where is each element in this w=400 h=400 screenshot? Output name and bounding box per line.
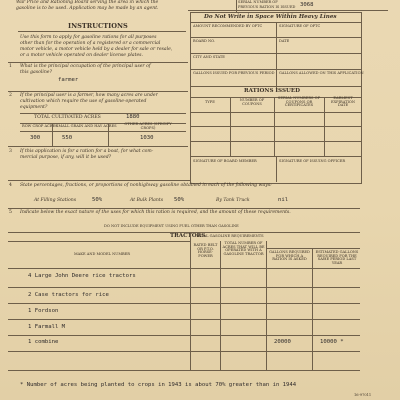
- q2-small-grain-value: 550: [62, 135, 73, 141]
- col-gallons-required: GALLONS REQUIRED FOR WHICH A RATION IS ASKED: [269, 250, 310, 262]
- table-row-name: 1 combine: [28, 339, 59, 345]
- q3-line-1: If this application is for a ration for a boat, for what com-: [20, 149, 154, 154]
- q4-text: State percentages, fractions, or proportions of nonhighway gasoline obtained in each of the following ways:: [20, 183, 272, 188]
- col-horsepower: RATED BELT OR P.T.O. HORSE-POWER: [193, 243, 218, 258]
- q2-line-2: cultivation which require the use of gasoline-operated: [20, 99, 147, 104]
- rations-issued-title: RATIONS ISSUED: [244, 88, 300, 94]
- q4-truck-label: By Tank Truck: [216, 198, 250, 203]
- total-requirements-label: TOTAL GASOLINE REQUIREMENTS: [196, 234, 264, 238]
- q4-truck-value: nil: [278, 197, 289, 203]
- field-board-no: BOARD NO.: [193, 39, 216, 43]
- table-row-estimated: 10000 *: [320, 339, 344, 345]
- q2-row-crop-value: 300: [30, 135, 41, 141]
- table-footnote: * Number of acres being planted to crops in 1943 is about 70% greater than in 1944: [20, 382, 297, 388]
- field-city-state: CITY AND STATE: [193, 55, 225, 59]
- q5-note: DO NOT INCLUDE EQUIPMENT USING FUEL OTHER THAN GASOLINE: [104, 224, 239, 228]
- col-estimated-gallons: ESTIMATED GALLONS REQUIRED FOR THE SAME PERIOD LAST YEAR: [315, 250, 359, 265]
- q4-number: 4: [9, 183, 12, 188]
- instructions-title: INSTRUCTIONS: [68, 22, 128, 30]
- board-panel-title: Do Not Write in Space Within Heavy Lines: [204, 14, 337, 20]
- tractors-title: TRACTORS: [170, 233, 206, 239]
- q2-total-value: 1880: [126, 114, 140, 120]
- instructions-line-4: or a motor vehicle operated on dealer license plates.: [20, 53, 143, 58]
- col-acres: TOTAL NUMBER OF ACRES THAT WILL BE OPERATED WITH A GASOLINE TRACTOR: [222, 241, 265, 256]
- q4-filling-value: 50%: [92, 197, 103, 203]
- q1-line-1: What is the principal occupation of the principal user of: [20, 64, 151, 69]
- table-row-gallons: 20000: [274, 339, 291, 345]
- instructions-line-3: motor vehicle, a motor vehicle held by a dealer for sale or resale,: [20, 47, 173, 52]
- table-row-name: 1 Fordson: [28, 308, 59, 314]
- sig-issuing-officer: SIGNATURE OF ISSUING OFFICER: [279, 159, 346, 163]
- field-amount-recommended: AMOUNT RECOMMENDED BY OPTC: [193, 24, 263, 28]
- serial-value: 3068: [300, 2, 314, 8]
- q3-line-2: mercial purpose, if any, will it be used?: [20, 155, 112, 160]
- serial-label-2: PREVIOUS RATION IS ISSUED: [238, 5, 296, 9]
- rations-col-expiration: EARLIEST EXPIRATION DATE: [330, 96, 356, 108]
- rations-col-number: NUMBER OF COUPONS: [239, 98, 265, 106]
- q4-filling-label: At Filling Stations: [34, 198, 77, 203]
- q1-line-2: this gasoline?: [20, 70, 52, 75]
- rations-col-type: TYPE: [205, 100, 215, 104]
- field-gallons-previous: GALLONS ISSUED FOR PREVIOUS PERIOD: [193, 71, 275, 75]
- sig-board-member: SIGNATURE OF BOARD MEMBER: [193, 159, 257, 163]
- header-note-line-1: War Price and Rationing Board serving the area in which the: [16, 0, 159, 5]
- rations-col-serial: SERIAL NUMBERS OF COUPONS OR CERTIFICATES: [277, 96, 321, 108]
- q4-bulk-value: 50%: [174, 197, 185, 203]
- table-row-name: 4 Large John Deere rice tractors: [28, 273, 136, 279]
- q2-col-other: OTHER ACRES (SPECIFY CROPS): [124, 122, 172, 130]
- serial-label: SERIAL NUMBER OF: [238, 0, 278, 4]
- q5-number: 5: [9, 210, 12, 215]
- q2-col-row-crop: ROW CROP ACRES: [22, 124, 58, 128]
- instructions-line-2: other than for the operation of a registered or a commercial: [20, 41, 161, 46]
- q2-number: 2: [9, 93, 12, 98]
- q3-number: 3: [9, 149, 12, 154]
- q1-number: 1: [9, 64, 12, 69]
- q4-bulk-label: At Bulk Plants: [130, 198, 164, 203]
- table-row-name: 2 Case tractors for rice: [28, 292, 109, 298]
- field-signature-optc: SIGNATURE OF OPTC: [279, 24, 321, 28]
- header-note-line-2: gasoline is to be used. Application may be made by an agent.: [16, 6, 159, 11]
- field-date: DATE: [279, 39, 290, 43]
- instructions-line-1: Use this form to apply for gasoline rations for all purposes: [20, 35, 157, 40]
- q5-text: Indicate below the exact nature of the uses for which this ration is required, and the amount of these requirements.: [20, 210, 291, 215]
- q2-col-small-grain: SMALL GRAIN AND HAY ACRES: [56, 124, 117, 128]
- col-make-model: MAKE AND MODEL NUMBER: [74, 252, 130, 256]
- q2-total-label: TOTAL CULTIVATED ACRES: [34, 115, 101, 120]
- field-gallons-allowed: GALLONS ALLOWED ON THIS APPLICATION: [279, 71, 364, 75]
- q2-line-1: If the principal user is a farmer, how many acres are under: [20, 93, 158, 98]
- q1-answer: farmer: [58, 77, 79, 83]
- form-number: 16-97011: [354, 393, 372, 397]
- q2-line-3: equipment?: [20, 105, 48, 110]
- q2-other-value: 1030: [140, 135, 154, 141]
- table-row-name: 1 Farmall M: [28, 324, 66, 330]
